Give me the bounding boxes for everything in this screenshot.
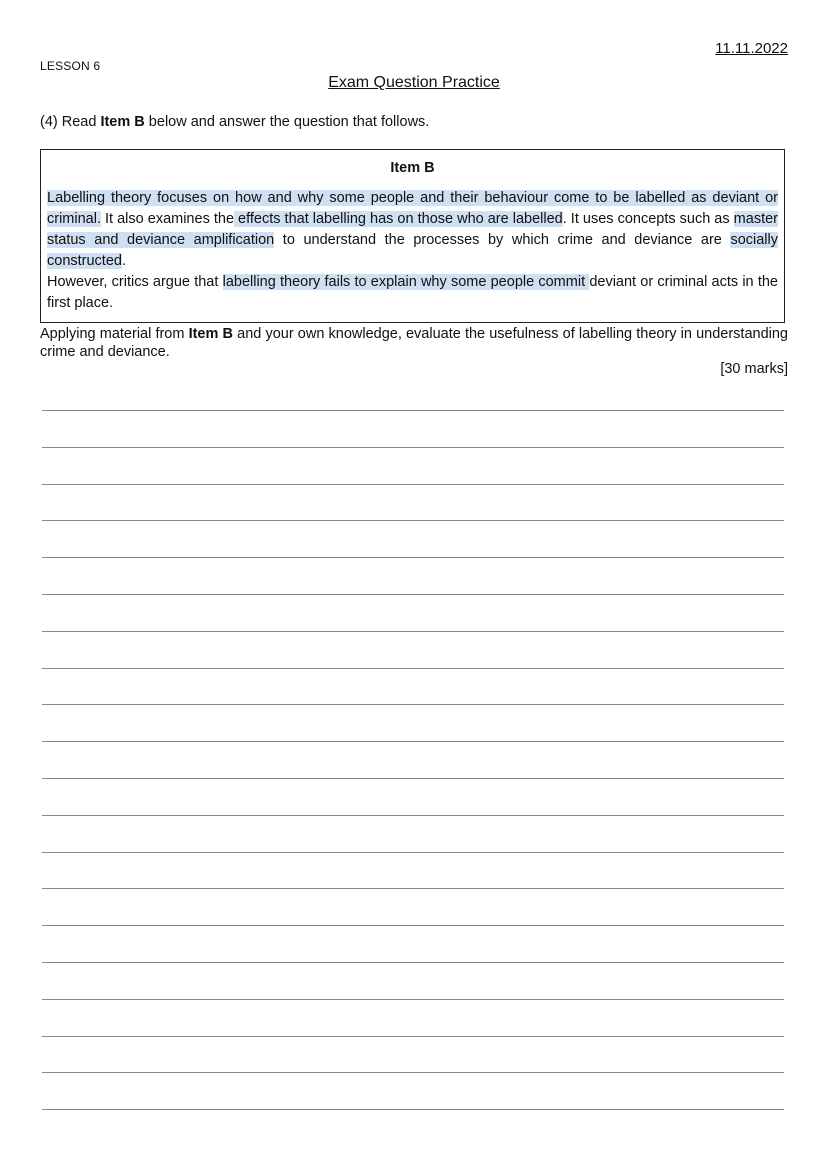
instruction-item-ref: Item B — [188, 326, 233, 342]
answer-line — [42, 631, 784, 632]
answer-line — [42, 520, 784, 521]
answer-line — [42, 1072, 784, 1073]
question-prefix: (4) Read — [40, 114, 101, 130]
answer-line — [42, 888, 784, 889]
lesson-label: LESSON 6 — [40, 59, 101, 73]
text-2: . It uses concepts such as — [562, 211, 734, 227]
date: 11.11.2022 — [715, 40, 788, 57]
answer-line — [42, 594, 784, 595]
essay-instruction — [40, 325, 788, 361]
item-b-title: Item B — [390, 160, 435, 176]
answer-line — [42, 778, 784, 779]
answer-line — [42, 815, 784, 816]
page-title: Exam Question Practice — [328, 74, 500, 91]
marks-label: [30 marks] — [720, 361, 788, 377]
item-b-paragraph-1 — [47, 188, 778, 272]
answer-line — [42, 557, 784, 558]
answer-line — [42, 962, 784, 963]
text-6: deviant or criminal acts in the first place. — [47, 274, 778, 311]
highlight-3: master status and deviance amplification — [47, 211, 778, 248]
text-1: It also examines the — [100, 211, 235, 227]
highlight-5: labelling theory fails to explain why some people commit — [222, 274, 590, 290]
answer-line — [42, 447, 784, 448]
question-suffix: below and answer the question that follows. — [144, 114, 430, 130]
answer-line — [42, 484, 784, 485]
item-b-paragraph-2 — [47, 272, 778, 314]
highlight-1: Labelling theory focuses on how and why some people and their behaviour come to be labelled as deviant or criminal. — [47, 190, 778, 227]
instruction-suffix: and your own knowledge, evaluate the usefulness of labelling theory in understanding crime and deviance. — [40, 326, 788, 360]
text-4: . — [121, 253, 126, 269]
text-5: However, critics argue that — [47, 274, 223, 290]
highlight-4: socially constructed — [47, 232, 778, 269]
answer-line — [42, 1109, 784, 1110]
answer-line — [42, 741, 784, 742]
instruction-prefix: Applying material from — [40, 326, 189, 342]
question-prompt — [40, 114, 429, 130]
text-3: to understand the processes by which crime and deviance are — [274, 232, 731, 248]
highlight-2: effects that labelling has on those who are labelled — [234, 211, 563, 227]
answer-line — [42, 852, 784, 853]
answer-line — [42, 410, 784, 411]
question-item-ref: Item B — [100, 114, 145, 130]
answer-line — [42, 999, 784, 1000]
answer-line — [42, 925, 784, 926]
answer-line — [42, 1036, 784, 1037]
item-b-box — [40, 149, 785, 323]
answer-line — [42, 704, 784, 705]
answer-line — [42, 668, 784, 669]
